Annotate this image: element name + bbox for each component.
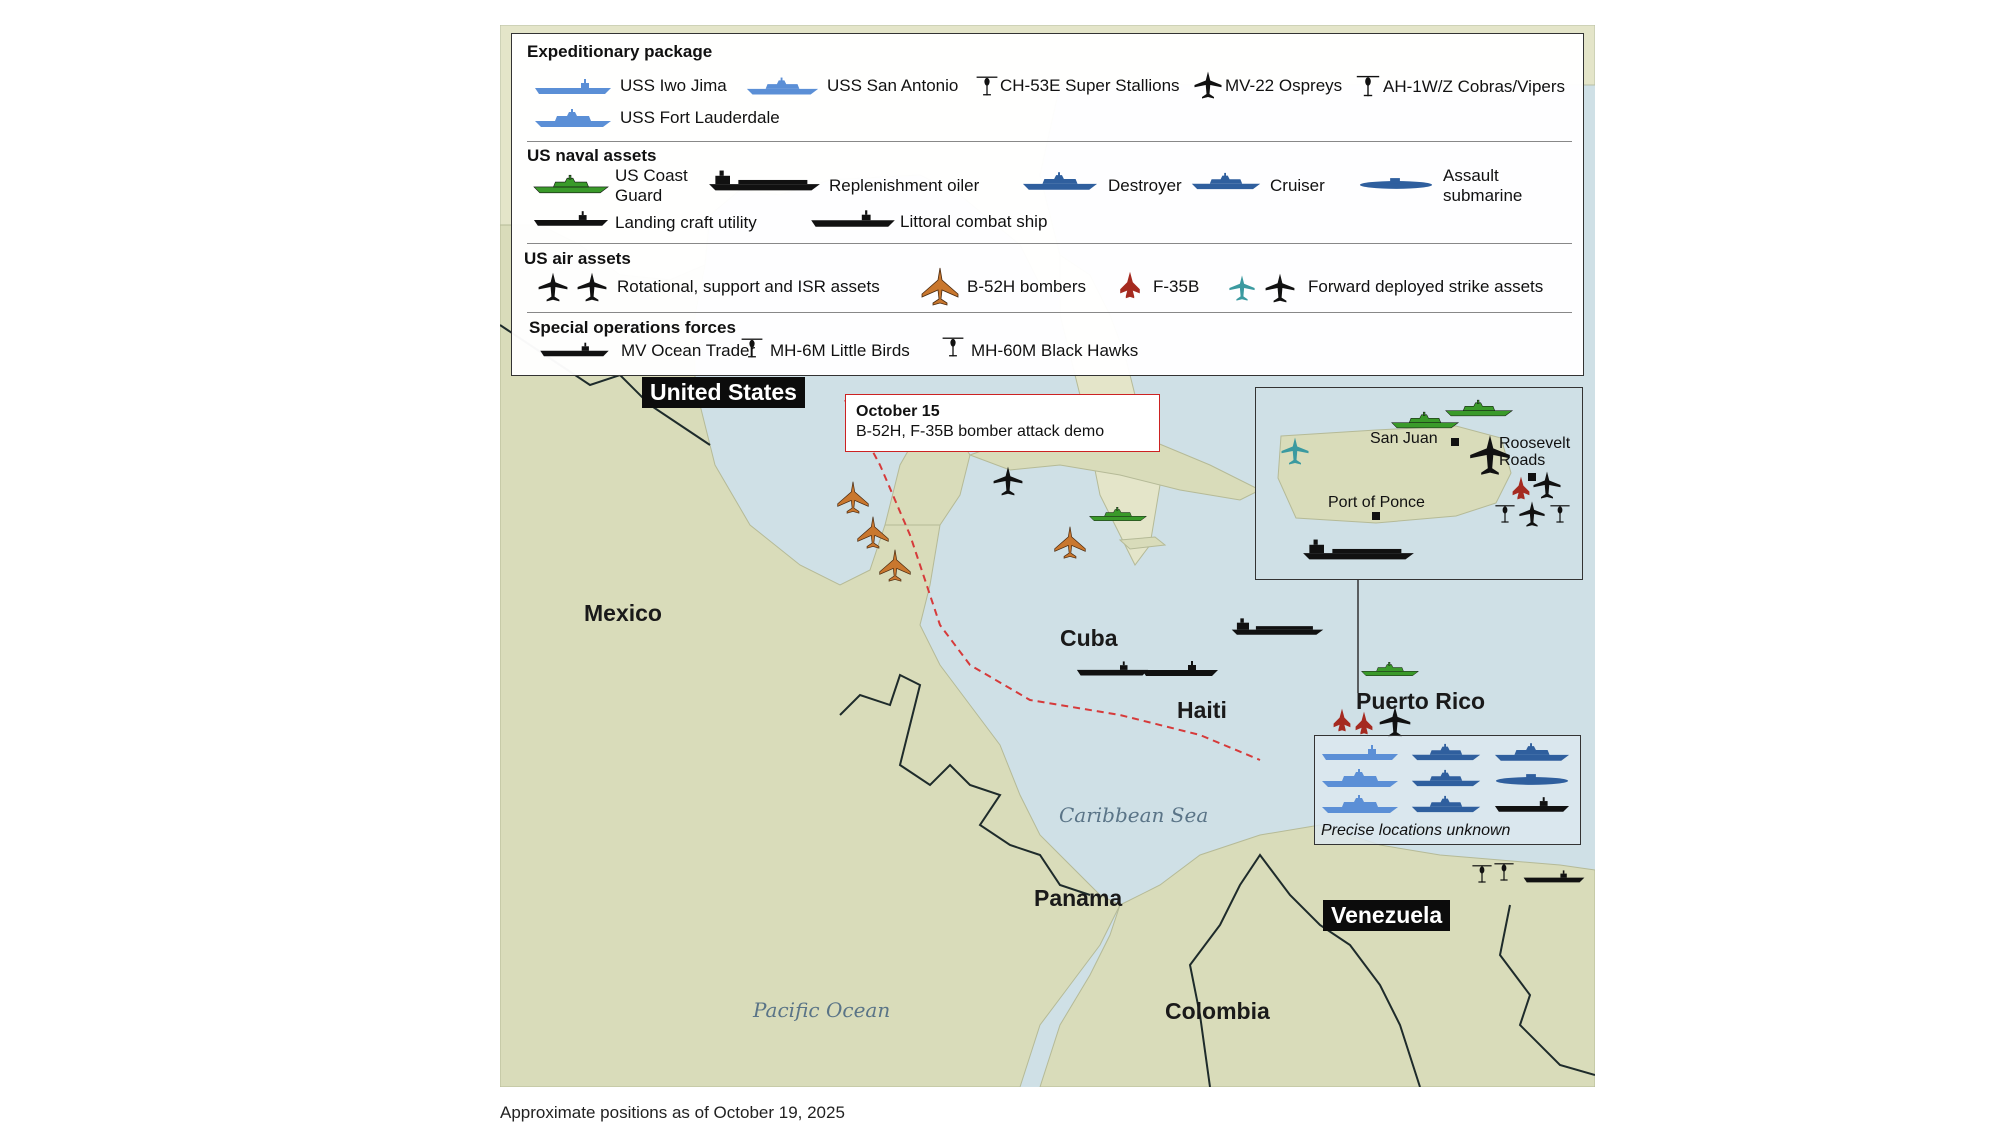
- country-label-cuba: Cuba: [1060, 625, 1118, 651]
- country-tag-venezuela: Venezuela: [1323, 900, 1450, 931]
- legend-item-landing-craft: Landing craft utility: [615, 213, 757, 232]
- isr-plane-icon-2: [576, 271, 608, 303]
- legend-item-cobra: AH-1W/Z Cobras/Vipers: [1383, 77, 1566, 96]
- inset-label-san-juan: San Juan: [1370, 430, 1438, 447]
- strike-asset-icon-2: [1264, 272, 1296, 304]
- legend-item-forward-strike: Forward deployed strike assets: [1308, 277, 1544, 296]
- map-caption: Approximate positions as of October 19, 2025: [500, 1103, 845, 1122]
- cobra-icon: [1354, 68, 1382, 102]
- legend-item-assault-submarine-2: submarine: [1443, 186, 1523, 205]
- uss-iwo-jima-icon: [532, 76, 614, 96]
- legend-item-uss-iwo-jima: USS Iwo Jima: [620, 76, 727, 95]
- locations-unknown-text: Precise locations unknown: [1321, 822, 1511, 839]
- legend-item-mv22: MV-22 Ospreys: [1225, 76, 1343, 95]
- inset-label-port-of-ponce: Port of Ponce: [1328, 494, 1425, 511]
- legend-item-mv-ocean-trader: MV Ocean Trader: [621, 341, 756, 360]
- legend-item-ch53e: CH-53E Super Stallions: [1000, 76, 1180, 95]
- destroyer-icon: [1021, 169, 1099, 193]
- littoral-combat-ship-icon: [809, 206, 897, 230]
- inset-label-roosevelt-1: Roosevelt: [1499, 435, 1571, 452]
- legend-item-f35b: F-35B: [1153, 277, 1200, 296]
- country-label-panama: Panama: [1034, 885, 1123, 911]
- legend-item-uss-san-antonio: USS San Antonio: [827, 76, 959, 95]
- inset-label-roosevelt-2: Roads: [1499, 452, 1546, 469]
- country-label-mexico: Mexico: [584, 600, 662, 626]
- replenishment-oiler-icon: [707, 169, 822, 193]
- coast-guard-icon: [532, 172, 610, 196]
- legend-item-mh6m: MH-6M Little Birds: [770, 341, 910, 360]
- country-label-haiti: Haiti: [1177, 697, 1227, 723]
- landing-craft-icon: [532, 206, 610, 230]
- map: [500, 25, 1595, 1087]
- locations-unknown-box: [1314, 735, 1581, 845]
- legend-item-assault-submarine-1: Assault: [1443, 166, 1499, 185]
- sea-label-pacific: Pacific Ocean: [753, 998, 891, 1022]
- legend-item-cruiser: Cruiser: [1270, 176, 1325, 195]
- legend-item-mh60m: MH-60M Black Hawks: [971, 341, 1139, 360]
- b52-icon: [920, 266, 960, 306]
- country-tag-united-states: United States: [642, 377, 805, 408]
- legend-divider-1: [527, 141, 1572, 142]
- mv-ocean-trader-icon: [537, 340, 612, 358]
- assault-submarine-icon: [1357, 172, 1435, 192]
- legend-item-rotational: Rotational, support and ISR assets: [617, 277, 880, 296]
- legend-heading-air: US air assets: [524, 249, 631, 268]
- legend-item-uss-fort-lauderdale: USS Fort Lauderdale: [620, 108, 780, 127]
- uss-fort-lauderdale-icon: [532, 108, 614, 128]
- inset-map: [1256, 388, 1583, 580]
- isr-plane-icon-1: [537, 271, 569, 303]
- legend-divider-3: [527, 312, 1572, 313]
- country-label-puerto-rico: Puerto Rico: [1356, 688, 1486, 714]
- mh60m-icon: [940, 328, 966, 364]
- strike-asset-icon-1: [1222, 274, 1262, 302]
- f35b-icon: [1116, 266, 1144, 304]
- legend-item-coast-guard-2: Guard: [615, 186, 663, 205]
- legend-heading-expeditionary: Expeditionary package: [527, 42, 713, 61]
- puerto-rico-inset: [1255, 387, 1583, 580]
- legend-item-littoral-combat-ship: Littoral combat ship: [900, 212, 1048, 231]
- legend-heading-naval: US naval assets: [527, 146, 657, 165]
- callout-october-15: [845, 394, 1160, 452]
- legend-item-b52: B-52H bombers: [967, 277, 1087, 296]
- sea-label-caribbean: Caribbean Sea: [1059, 803, 1209, 827]
- callout-date: October 15: [856, 403, 940, 420]
- cruiser-icon: [1190, 169, 1262, 193]
- country-label-colombia: Colombia: [1165, 998, 1270, 1024]
- legend-divider-2: [527, 243, 1572, 244]
- mh6m-icon: [739, 330, 765, 364]
- callout-text: B-52H, F-35B bomber attack demo: [856, 423, 1105, 440]
- uss-san-antonio-icon: [745, 76, 820, 96]
- legend-item-replenishment-oiler: Replenishment oiler: [829, 176, 980, 195]
- unknown-ships: [1315, 736, 1582, 816]
- ch53e-icon: [974, 70, 1000, 100]
- legend: [511, 33, 1584, 376]
- legend-item-destroyer: Destroyer: [1108, 176, 1182, 195]
- mv22-icon: [1193, 70, 1223, 100]
- legend-heading-sof: Special operations forces: [529, 318, 736, 337]
- legend-item-coast-guard-1: US Coast: [615, 166, 688, 185]
